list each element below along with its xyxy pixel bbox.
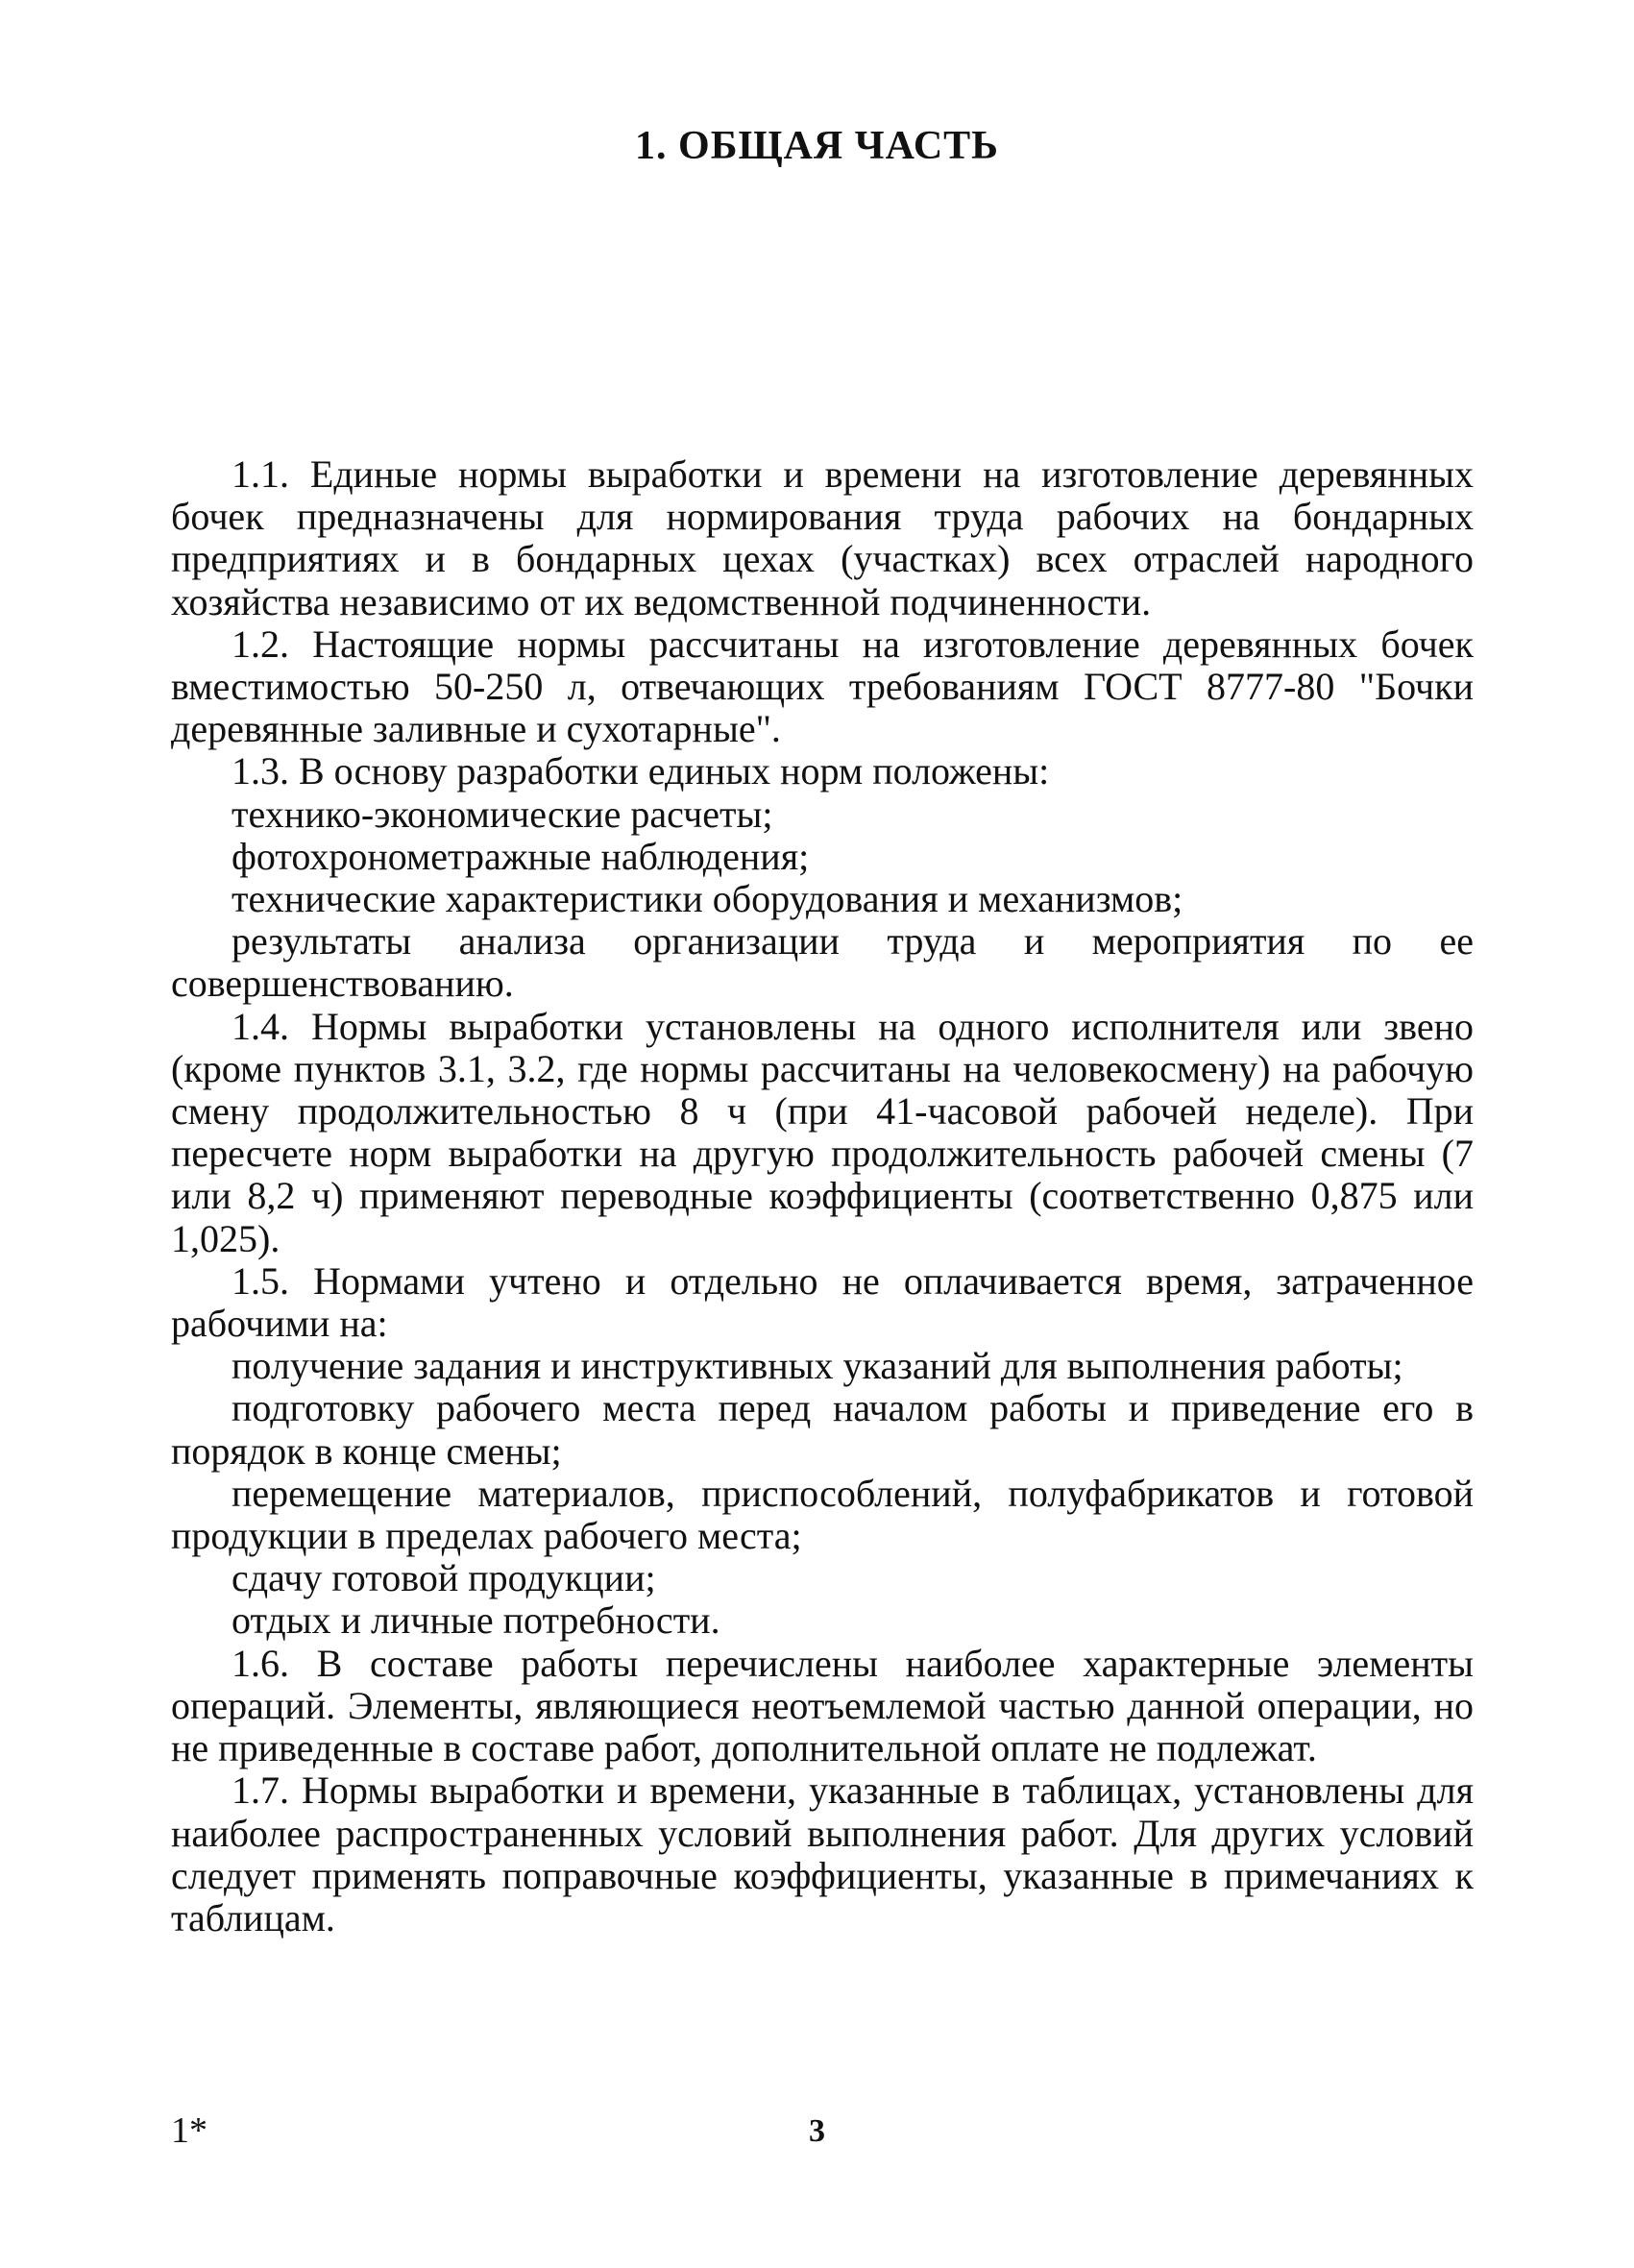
paragraph-1-5: 1.5. Нормами учтено и отдельно не оплачивается время, затраченное рабочими на: [171, 1258, 1474, 1346]
paragraph-1-6: 1.6. В составе работы перечислены наиболее характерные элементы операций. Элементы, являющиеся неотъемлемой частью данной операции, но не приведенные в составе работ, дополнительной оплате не подлежат. [171, 1641, 1474, 1770]
paragraph-1-1: 1.1. Единые нормы выработки и времени на изготовление деревянных бочек предназначены для нормирования труда рабочих на бондарных предприятиях и в бондарных цехах (участках) всех отраслей народного хозяйства независимо от их ведомственной подчиненности. [171, 452, 1474, 623]
list-item: фотохронометражные наблюдения; [232, 834, 810, 878]
paragraph-1-3: 1.3. В основу разработки единых норм положены: [232, 749, 1050, 793]
paragraph-1-2: 1.2. Настоящие нормы рассчитаны на изготовление деревянных бочек вместимостью 50-250 л, отвечающих требованиям ГОСТ 8777-80 "Бочки деревянные заливные и сухотарные". [171, 622, 1474, 751]
list-item: подготовку рабочего места перед началом работы и приведение его в порядок в конце смены; [171, 1386, 1474, 1473]
list-item: сдачу готовой продукции; [232, 1556, 656, 1600]
body-text [171, 453, 1474, 1939]
paragraph-1-4: 1.4. Нормы выработки установлены на одного исполнителя или звено (кроме пунктов 3.1, 3.2, где нормы рассчитаны на человекосмену) на рабочую смену продолжительностью 8 ч (при 41-часовой рабочей неделе). При пересчете норм выработки на другую продолжительность рабочей смены (7 или 8,2 ч) применяют переводные коэффициенты (соответственно 0,875 или 1,025). [171, 1004, 1474, 1260]
page-number: 3 [809, 2113, 825, 2149]
signature-mark: 1* [171, 2110, 207, 2151]
list-item: технические характеристики оборудования и механизмов; [232, 877, 1183, 921]
page-title: 1. ОБЩАЯ ЧАСТЬ [635, 124, 999, 168]
paragraph-1-7: 1.7. Нормы выработки и времени, указанные в таблицах, установлены для наиболее распространенных условий выполнения работ. Для других условий следует применять поправочные коэффициенты, указанные в примечаниях к таблицам. [171, 1768, 1474, 1939]
list-item: результаты анализа организации труда и мероприятия по ее совершенствованию. [171, 919, 1474, 1006]
list-item: технико-экономические расчеты; [232, 792, 773, 836]
list-item: отдых и личные потребности. [232, 1598, 720, 1643]
list-item: получение задания и инструктивных указаний для выполнения работы; [232, 1344, 1403, 1388]
list-item: перемещение материалов, приспособлений, полуфабрикатов и готовой продукции в пределах рабочего места; [171, 1471, 1474, 1558]
